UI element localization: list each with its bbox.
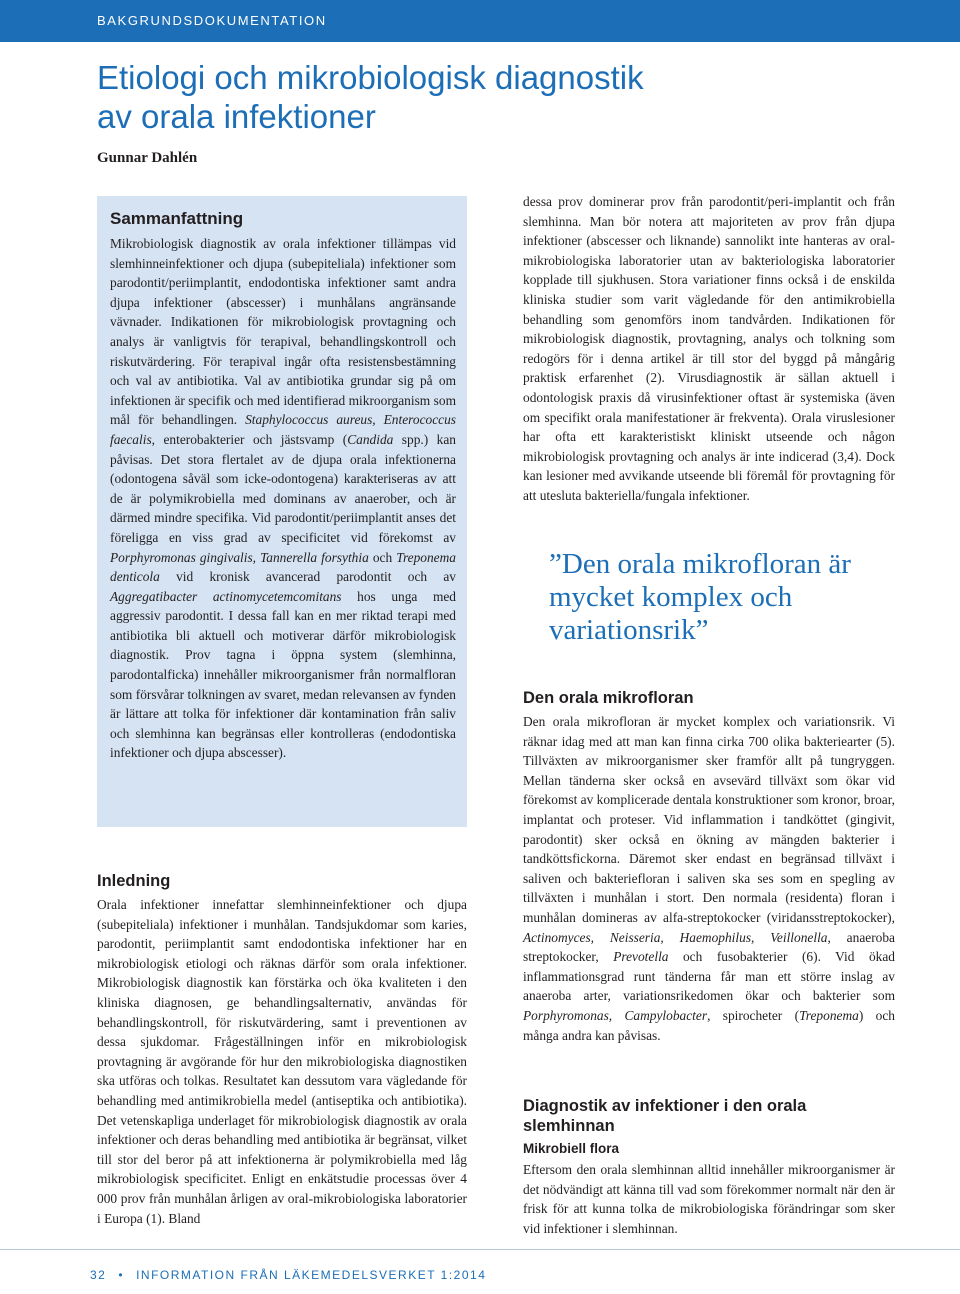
summary-species-4: Treponema denticola xyxy=(110,549,456,585)
article-author: Gunnar Dahlén xyxy=(97,150,198,166)
diagnostics-section xyxy=(523,1096,895,1238)
summary-species-5: Aggregatibacter actinomycetemcomitans xyxy=(110,588,342,604)
summary-species-2: Candida xyxy=(347,431,394,447)
microflora-genera-1: Actinomyces, Neisseria, Haemophilus, Veillonella xyxy=(523,929,828,945)
article-title xyxy=(97,58,857,136)
footer-bullet: • xyxy=(118,1268,125,1282)
summary-species-1: Staphylococcus aureus, Enterococcus faecalis xyxy=(110,412,457,447)
page-footer xyxy=(90,1268,486,1282)
intro-text: Orala infektioner innefattar slemhinneinfektioner och djupa (subepiteliala) infektioner i munhålan. Tandsjukdomar som karies, parodontit, periimplantit samt endodontiska infektioner har en mikrobiologisk etiologi och räknas därför som orala infektioner. Mikrobiologisk diagnostik kan förstärka och öka kvaliteten i den kliniska diagnosen, ge behandlingsalternativ, användas för behandlingskontroll, för riskutvärdering, samt i preventionen av dessa sjukdomar. Frågeställningen inför en mikrobiologisk provtagning är avgörande för hur den mikrobiologiska diagnostiken ska utföras och tolkas. Resultatet kan dessutom vara vägledande för behandling med antimikrobiella medel (antiseptika och antibiotika). Det vetenskapliga underlaget för mikrobiologisk diagnostik av orala infektioner och deras behandling med antibiotika är begränsat, vilket till stor del beror på att infektionerna är polymikrobiella med låg mikrobiologisk specificitet. Enligt en enkätstudie processas över 4 000 prov från munhålan årligen av oral-mikrobiologiska laboratorier i Europa (1). Bland xyxy=(97,897,467,1226)
page-number: 32 xyxy=(90,1268,107,1282)
microflora-section xyxy=(523,688,895,1045)
microflora-text: Den orala mikrofloran är mycket komplex och variationsrik. Vi räknar idag med att man kan finna cirka 700 olika bakteriearter (5). Tillväxten av mikroorganismer sker framför allt på tungryggen. Mellan tänderna sker också en avsevärd tillväxt som ökar vid förekomst av komplicerade dentala konstruktioner som kronor, broar, implantat och proteser. Vid inflammation i tandköttet (gingivit, parodontit) sker också en ökning av mängden bakterier i tandköttsfickorna. Däremot sker endast en begränsad tillväxt i saliven och bakteriefloran i saliven ska ses som en spegling av tillväxten i munhålan i stort. Den normala (residenta) floran i munhålan domineras av alfa-streptokocker (viridansstreptokocker), Actinomyces, Neisseria, Haemophilus, Veillonella, anaeroba streptokocker, Prevotella och fusobakterier (6). Vid ökad inflammationsgrad runt tänderna får man ett större inslag av anaeroba arter, variationsrikedomen ökar och bakterier som Porphyromonas, Campylobacter, spirocheter (Treponema) och många andra kan påvisas. xyxy=(523,714,896,1043)
microflora-genera-4: Treponema xyxy=(799,1007,859,1023)
right-intro-text: dessa prov dominerar prov från parodontit/peri-implantit och från slemhinna. Man bör notera att majoriteten av prov från djupa infektioner (abscesser och liknande) sannolikt inte hanteras av oral-mikrobiologiska laboratorier utan av bakteriologiska laboratorier kopplade till sjukhusen. Stora variationer finns också i de enskilda kliniska studier som varit vägledande för den antimikrobiella behandling som genomförs inom tandvården. Indikationen för mikrobiologisk diagnostik, provtagning, analys och tolkning som redogörs för i denna artikel är till stor del byggd på mångårig praktisk erfarenhet (2). Virusdiagnostik är sällan aktuell i odontologisk praxis då virusinfektioner oftast är systemiska (även om specifikt orala manifestationer är frekventa). Orala viruslesioner har ofta ett karakteristiskt kliniskt utseende och någon mikrobiologisk provtagning och analys är inte indicerad (3,4). Dock kan lesioner med avvikande utseende bli föremål för provtagning för att utesluta bakteriella/fungala infektioner. xyxy=(523,194,895,503)
intro-section xyxy=(97,871,467,1228)
footer-divider xyxy=(0,1249,960,1250)
diagnostics-heading: Diagnostik av infektioner i den orala slemhinnan xyxy=(523,1097,807,1135)
article-title-line-1: Etiologi och mikrobiologisk diagnostik xyxy=(97,59,644,96)
section-label: BAKGRUNDSDOKUMENTATION xyxy=(97,13,327,28)
diagnostics-subheading: Mikrobiell flora xyxy=(523,1141,620,1156)
section-banner xyxy=(0,0,960,42)
article-title-line-2: av orala infektioner xyxy=(97,98,376,135)
diagnostics-text: Eftersom den orala slemhinnan alltid innehåller mikroorganismer är det nödvändigt att känna till vad som förekommer normalt när den är frisk för att kunna tolka de mikrobiologiska förändringar som sker vid infektioner i slemhinnan. xyxy=(523,1162,895,1236)
summary-heading: Sammanfattning xyxy=(110,209,244,228)
intro-heading: Inledning xyxy=(97,872,171,890)
microflora-genera-3: Porphyromonas, Campylobacter xyxy=(523,1007,708,1023)
summary-text: Mikrobiologisk diagnostik av orala infektioner tillämpas vid slemhinneinfektioner och djupa (subepiteliala) infektioner som parodontit/periimplantit, endodontiska infektioner samt andra djupa infektioner (abscesser) i munhålans angränsande vävnader. Indikationen för mikrobiologisk provtagning och analys är vanligtvis för terapival, behandlingskontroll och riskutvärdering. För terapival ingår ofta resistensbestämning och val av antibiotika. Val av antibiotika grundar sig på om infektionen är specifik och med identifierad mikroorganism som mål för behandlingen. Staphylococcus aureus, Enterococcus faecalis, enterobakterier och jästsvamp (Candida spp.) kan påvisas. Det stora flertalet av de djupa orala infektionerna (odontogena såväl som icke-odontogena) karakteriseras av att de är polymikrobiella med dominans av anaerober, och är därmed mindre specifika. Vid parodontit/periimplantit anses det föreligga en viss grad av specificitet vid förekomst av Porphyromonas gingivalis, Tannerella forsythia och Treponema denticola vid kronisk avancerad parodontit och av Aggregatibacter actinomycetemcomitans hos unga med aggressiv parodontit. I dessa fall kan en mer riktad terapi med antibiotika bli aktuell och motiverar därför mikrobiologisk diagnostik. Prov tagna i öppna system (slemhinna, parodontalficka) innehåller mikroorganismer från normalfloran som försvårar tolkningen av svaret, medan relevansen av fynden är lättare att tolka för infektioner där kontamination från saliv och slemhinna kan begränsas eller kontrolleras (endodontiska infektioner och djupa abscesser). xyxy=(110,236,457,761)
microflora-heading: Den orala mikrofloran xyxy=(523,689,694,707)
microflora-genera-2: Prevotella xyxy=(613,949,669,965)
summary-species-3: Porphyromonas gingivalis, Tannerella forsythia xyxy=(110,549,369,565)
pull-quote-text: Den orala mikrofloran är mycket komplex och variationsrik xyxy=(549,548,851,646)
right-column-intro xyxy=(523,192,895,506)
pull-quote: ”Den orala mikrofloran är mycket komplex och variationsrik” xyxy=(549,548,851,646)
publication-name: INFORMATION FRÅN LÄKEMEDELSVERKET 1:2014 xyxy=(136,1268,487,1282)
summary-box xyxy=(97,196,467,827)
